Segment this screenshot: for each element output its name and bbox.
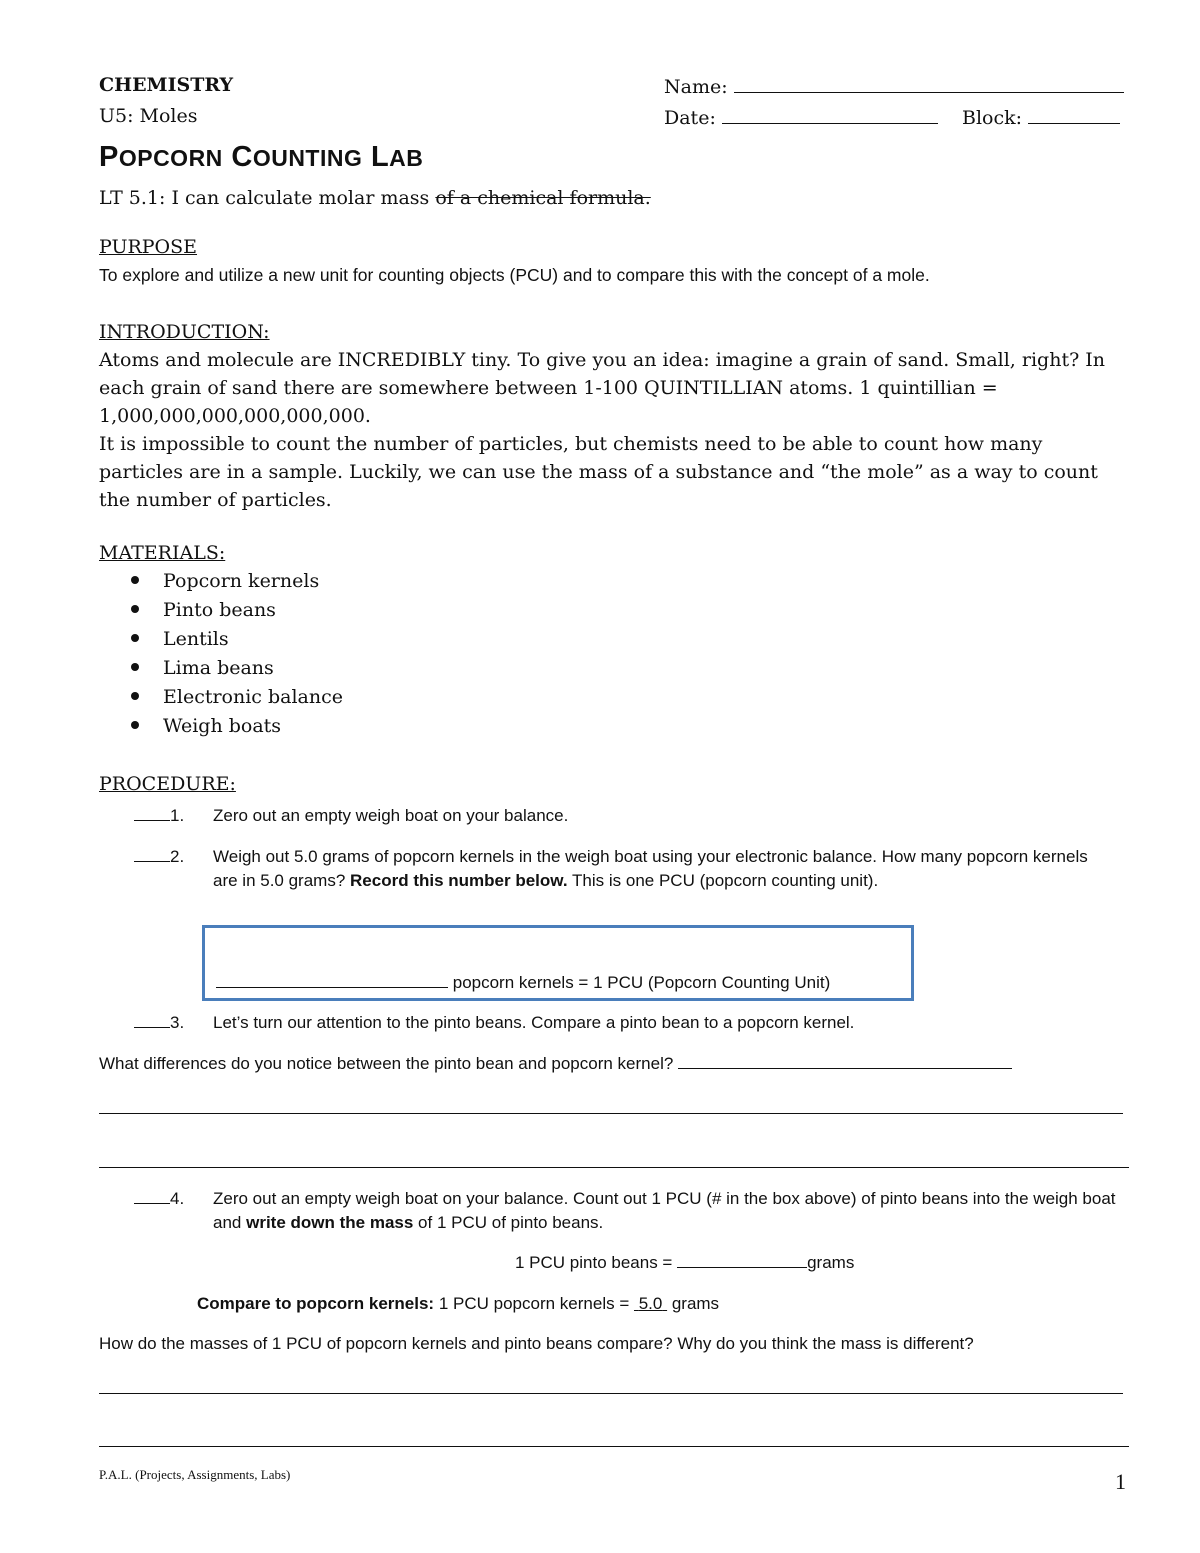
- introduction-heading: INTRODUCTION:: [99, 321, 270, 343]
- block-blank[interactable]: [1028, 105, 1120, 124]
- block-field[interactable]: [962, 105, 1120, 129]
- pcu-blank[interactable]: [216, 973, 448, 988]
- list-item: Lima beans: [131, 657, 274, 679]
- answer-line[interactable]: [99, 1393, 1123, 1394]
- list-item: Electronic balance: [131, 686, 343, 708]
- struck-text: of a chemical formula.: [435, 187, 651, 209]
- answer-blank[interactable]: [678, 1054, 1012, 1069]
- date-label: Date:: [664, 107, 716, 129]
- compare-line: Compare to popcorn kernels: 1 PCU popcorn kernels = 5.0 grams: [197, 1294, 720, 1313]
- answer-line[interactable]: [99, 1113, 1123, 1114]
- unit-label: U5: Moles: [99, 105, 198, 127]
- step-3-check[interactable]: 3.: [134, 1013, 184, 1033]
- footer-text: P.A.L. (Projects, Assignments, Labs): [99, 1467, 291, 1482]
- block-label: Block:: [962, 107, 1023, 129]
- name-label: Name:: [664, 76, 728, 98]
- date-field[interactable]: [664, 105, 938, 129]
- page-number: 1: [1115, 1469, 1126, 1494]
- page-title: POPCORN COUNTING LAB: [99, 141, 424, 173]
- introduction-paragraph-1: Atoms and molecule are INCREDIBLY tiny. To give you an idea: imagine a grain of sand. Small, right? In each grain of sand there are somewhere between 1-100 QUINTILLIAN atoms. 1 quintillian = 1,000,000,000,000,000,000.: [99, 349, 1106, 427]
- name-blank[interactable]: [734, 74, 1124, 93]
- materials-heading: MATERIALS:: [99, 542, 226, 564]
- step-1-check[interactable]: 1.: [134, 806, 184, 826]
- step-3-text: Let’s turn our attention to the pinto beans. Compare a pinto bean to a popcorn kernel.: [213, 1013, 855, 1032]
- course-label: CHEMISTRY: [99, 74, 234, 96]
- list-item: Lentils: [131, 628, 229, 650]
- learning-target: LT 5.1: I can calculate molar mass of a chemical formula.: [99, 187, 651, 209]
- step-2-text: Weigh out 5.0 grams of popcorn kernels in the weigh boat using your electronic balance. How many popcorn kernels are in 5.0 grams? Record this number below. This is one PCU (popcorn counting unit).: [213, 847, 1088, 890]
- step-1-text: Zero out an empty weigh boat on your balance.: [213, 806, 569, 825]
- list-item: Pinto beans: [131, 599, 276, 621]
- question-2: How do the masses of 1 PCU of popcorn kernels and pinto beans compare? Why do you think the mass is different?: [99, 1334, 974, 1353]
- name-field[interactable]: [664, 74, 1124, 98]
- answer-line[interactable]: [99, 1446, 1129, 1447]
- introduction-paragraph-2: It is impossible to count the number of particles, but chemists need to be able to count how many particles are in a sample. Luckily, we can use the mass of a substance and “the mole” as a way to count the number of particles.: [99, 433, 1098, 511]
- procedure-heading: PROCEDURE:: [99, 773, 236, 795]
- date-blank[interactable]: [722, 105, 938, 124]
- list-item: Popcorn kernels: [131, 570, 319, 592]
- pinto-mass-blank[interactable]: [677, 1253, 807, 1268]
- step-2-check[interactable]: 2.: [134, 847, 184, 867]
- step-4-check[interactable]: 4.: [134, 1189, 184, 1209]
- purpose-heading: PURPOSE: [99, 236, 198, 258]
- step-4-text: Zero out an empty weigh boat on your balance. Count out 1 PCU (# in the box above) of pinto beans into the weigh boat and write down the mass of 1 PCU of pinto beans.: [213, 1189, 1116, 1232]
- question-1: What differences do you notice between the pinto bean and popcorn kernel?: [99, 1054, 1012, 1074]
- answer-line[interactable]: [99, 1167, 1129, 1168]
- compare-value: 5.0: [638, 1294, 663, 1313]
- list-item: Weigh boats: [131, 715, 281, 737]
- pinto-mass-line: 1 PCU pinto beans = grams: [515, 1253, 855, 1272]
- pcu-line[interactable]: popcorn kernels = 1 PCU (Popcorn Counting Unit): [216, 973, 830, 993]
- purpose-text: To explore and utilize a new unit for counting objects (PCU) and to compare this with the concept of a mole.: [99, 265, 930, 285]
